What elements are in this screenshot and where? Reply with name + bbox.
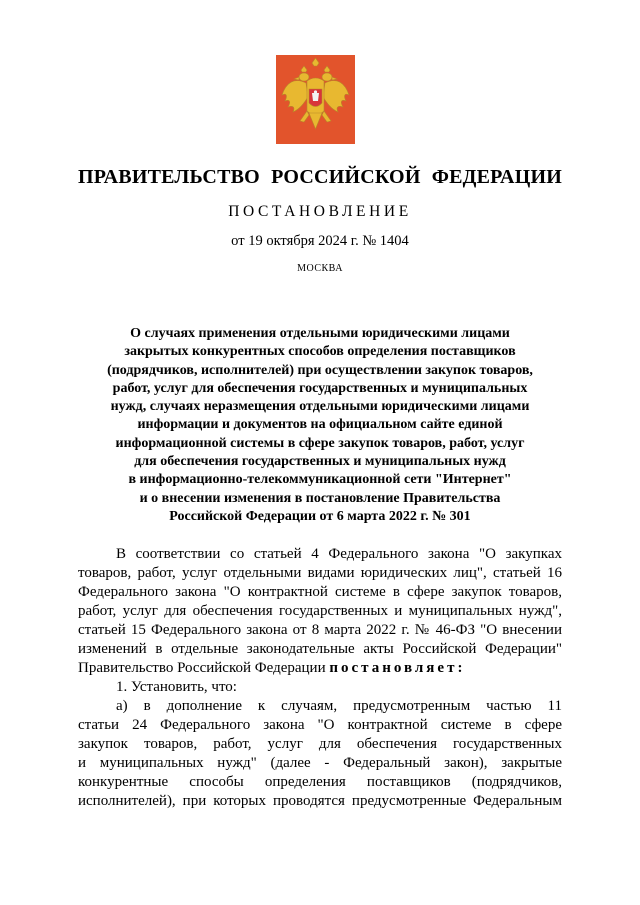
body-line: а) в дополнение к случаям, предусмотренным частью 11 — [116, 698, 562, 714]
subject-line: информации и документов на официальном сайте единой — [137, 417, 503, 433]
subject-line: нужд, случаях неразмещения отдельными юридическими лицами — [110, 399, 530, 415]
subject-line: работ, услуг для обеспечения государственных и муниципальных — [112, 380, 528, 396]
body-line: конкурентные способы определения поставщиков (подрядчиков, — [78, 774, 562, 790]
body-line: статьи 24 Федерального закона "О контрактной системе в сфере — [78, 717, 562, 733]
body-line: изменений в отдельные законодательные акты Российской Федерации" — [78, 641, 562, 657]
subject-line: информационной системы в сфере закупок товаров, работ, услуг — [115, 435, 525, 451]
body-line: и муниципальных нужд" (далее - Федеральный закон), закрытые — [78, 755, 562, 771]
subject-line: закрытых конкурентных способов определения поставщиков — [124, 344, 516, 360]
coat-of-arms-icon — [276, 55, 355, 144]
document-type: ПОСТАНОВЛЕНИЕ — [228, 203, 412, 220]
body-line: закупок товаров, работ, услуг для обеспечения государственных — [78, 736, 562, 752]
subject-line: для обеспечения государственных и муниципальных нужд — [134, 454, 506, 470]
body-line: работ, услуг для обеспечения государственных и муниципальных нужд", — [78, 603, 562, 619]
body-line: Федерального закона "О контрактной системе в сфере закупок товаров, — [78, 584, 562, 600]
body-line: товаров, работ, услуг отдельными видами юридических лиц", статьей 16 — [78, 565, 562, 581]
subject-line: (подрядчиков, исполнителей) при осуществлении закупок товаров, — [107, 362, 533, 378]
resolves-word: постановляет: — [329, 660, 466, 676]
body-line: исполнителей), при которых проводятся предусмотренные Федеральным — [78, 793, 562, 809]
document-subject — [80, 325, 560, 526]
body-line: В соответствии со статьей 4 Федерального закона "О закупках — [116, 546, 562, 562]
document-city: МОСКВА — [297, 263, 343, 274]
subject-line: Российской Федерации от 6 марта 2022 г. № 301 — [169, 508, 471, 524]
subject-line: О случаях применения отдельными юридическими лицами — [130, 326, 510, 341]
body-line-text: Правительство Российской Федерации — [78, 660, 326, 676]
subject-line: в информационно-телекоммуникационной сети "Интернет" — [128, 472, 512, 488]
document-body — [78, 545, 562, 811]
subject-line: и о внесении изменения в постановление Правительства — [139, 490, 501, 506]
body-line: статьей 15 Федерального закона от 8 марта 2022 г. № 46-ФЗ "О внесении — [78, 622, 562, 638]
body-line — [78, 659, 562, 678]
body-line: 1. Установить, что: — [116, 679, 237, 695]
document-date-number: от 19 октября 2024 г. № 1404 — [231, 233, 409, 249]
government-title: ПРАВИТЕЛЬСТВО РОССИЙСКОЙ ФЕДЕРАЦИИ — [78, 166, 562, 188]
